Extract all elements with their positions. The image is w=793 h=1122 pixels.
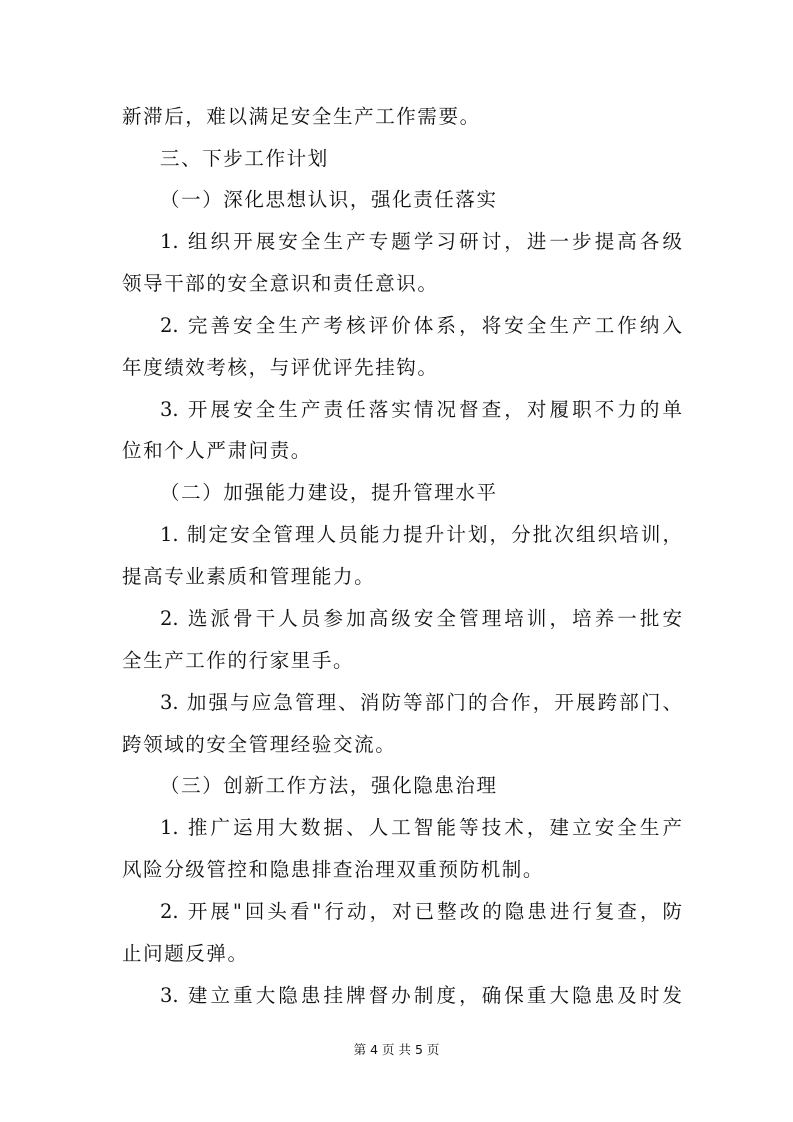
paragraph-line: 位和个人严肃问责。 [122,439,312,462]
section-heading: 三、下步工作计划 [160,147,329,170]
paragraph-line: 3. 建立重大隐患挂牌督办制度，确保重大隐患及时发 [160,984,682,1007]
page-number-footer: 第 4 页 共 5 页 [353,1042,440,1057]
paragraph-line: 2. 选派骨干人员参加高级安全管理培训，培养一批安 [160,607,682,630]
paragraph-line: 3. 开展安全生产责任落实情况督查，对履职不力的单 [160,398,682,421]
paragraph-line: 1. 组织开展安全生产专题学习研讨，进一步提高各级 [160,230,682,253]
paragraph-line: 风险分级管控和隐患排查治理双重预防机制。 [122,858,545,881]
paragraph-line: 1. 推广运用大数据、人工智能等技术，建立安全生产 [160,816,682,839]
subsection-heading: （三）创新工作方法，强化隐患治理 [160,774,498,797]
subsection-heading: （二）加强能力建设，提升管理水平 [160,481,498,504]
paragraph-line: 2. 开展"回头看"行动，对已整改的隐患进行复查，防 [160,900,682,923]
paragraph-line: 全生产工作的行家里手。 [122,649,355,672]
paragraph-line: 提高专业素质和管理能力。 [122,565,376,588]
paragraph-line: 3. 加强与应急管理、消防等部门的合作，开展跨部门、 [160,691,682,714]
paragraph-line: 止问题反弹。 [122,942,249,965]
paragraph-line: 年度绩效考核，与评优评先挂钩。 [122,356,439,379]
paragraph-line: 2. 完善安全生产考核评价体系，将安全生产工作纳入 [160,314,682,337]
paragraph-line: 新滞后，难以满足安全生产工作需要。 [122,105,481,128]
subsection-heading: （一）深化思想认识，强化责任落实 [160,188,498,211]
paragraph-line: 1. 制定安全管理人员能力提升计划，分批次组织培训， [160,523,682,546]
paragraph-line: 领导干部的安全意识和责任意识。 [122,272,439,295]
paragraph-line: 跨领域的安全管理经验交流。 [122,733,397,756]
